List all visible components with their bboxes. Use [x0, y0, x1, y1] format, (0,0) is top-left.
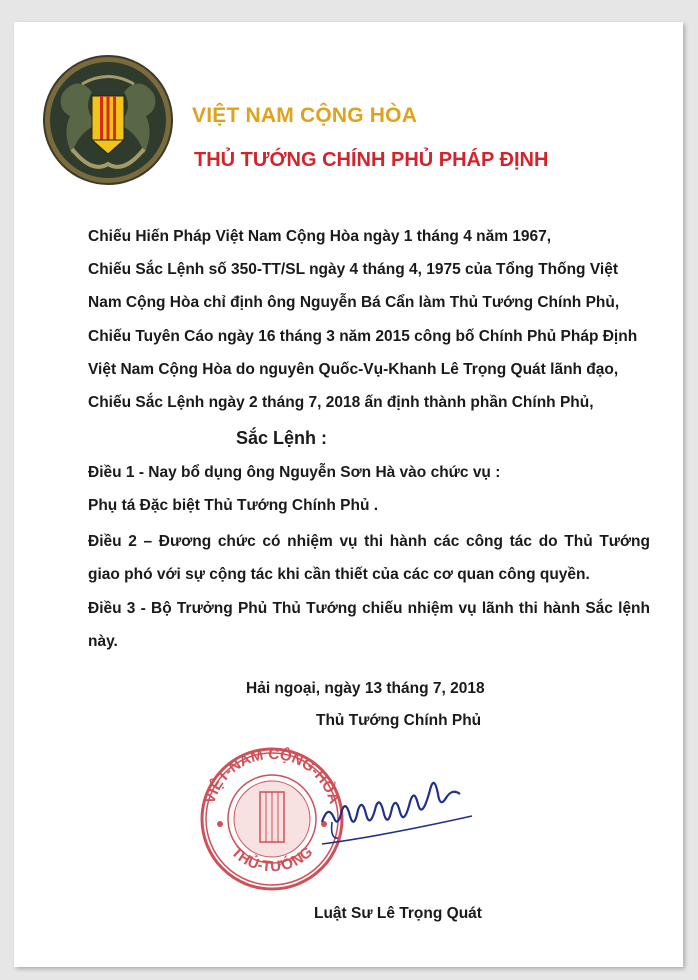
preamble-line: Chiếu Sắc Lệnh ngày 2 tháng 7, 2018 ấn định thành phần Chính Phủ,	[88, 394, 594, 411]
official-seal-and-signature	[182, 744, 482, 894]
preamble-line: Chiếu Sắc Lệnh số 350-TT/SL ngày 4 tháng 4, 1975 của Tổng Thống Việt	[88, 261, 618, 278]
seal-bottom-text: THỦ-TƯỚNG	[227, 843, 317, 876]
signatory-name: Luật Sư Lê Trọng Quát	[314, 905, 482, 922]
document-page	[14, 22, 683, 967]
national-emblem-icon	[42, 54, 174, 186]
office-heading: THỦ TƯỚNG CHÍNH PHỦ PHÁP ĐỊNH	[194, 149, 549, 171]
seal-top-text: VIỆT-NAM CỘNG-HÒA	[201, 745, 343, 806]
article-1-line-1: Điều 1 - Nay bổ dụng ông Nguyễn Sơn Hà vào chức vụ :	[88, 464, 501, 481]
preamble-line: Nam Cộng Hòa chỉ định ông Nguyễn Bá Cẩn làm Thủ Tướng Chính Phủ,	[88, 294, 620, 311]
preamble-line: Chiếu Hiến Pháp Việt Nam Cộng Hòa ngày 1 tháng 4 năm 1967,	[88, 228, 552, 245]
article-2-line-2: giao phó với sự cộng tác khi cần thiết của các cơ quan công quyền.	[88, 566, 590, 583]
preamble-line: Việt Nam Cộng Hòa do nguyên Quốc-Vụ-Khanh Lê Trọng Quát lãnh đạo,	[88, 361, 619, 378]
place-date: Hải ngoại, ngày 13 tháng 7, 2018	[246, 680, 485, 697]
article-3-line-2: này.	[88, 633, 118, 650]
article-1-line-2: Phụ tá Đặc biệt Thủ Tướng Chính Phủ .	[88, 497, 379, 514]
country-heading: VIỆT NAM CỘNG HÒA	[192, 104, 418, 127]
preamble-line: Chiếu Tuyên Cáo ngày 16 tháng 3 năm 2015 công bố Chính Phủ Pháp Định	[88, 328, 638, 345]
article-2-line-1: Điều 2 – Đương chức có nhiệm vụ thi hành các công tác do Thủ Tướng	[88, 533, 650, 550]
article-3-line-1: Điều 3 - Bộ Trưởng Phủ Thủ Tướng chiếu nhiệm vụ lãnh thi hành Sắc lệnh	[88, 600, 650, 617]
signatory-title: Thủ Tướng Chính Phủ	[316, 712, 482, 729]
decree-title: Sắc Lệnh :	[236, 428, 328, 448]
